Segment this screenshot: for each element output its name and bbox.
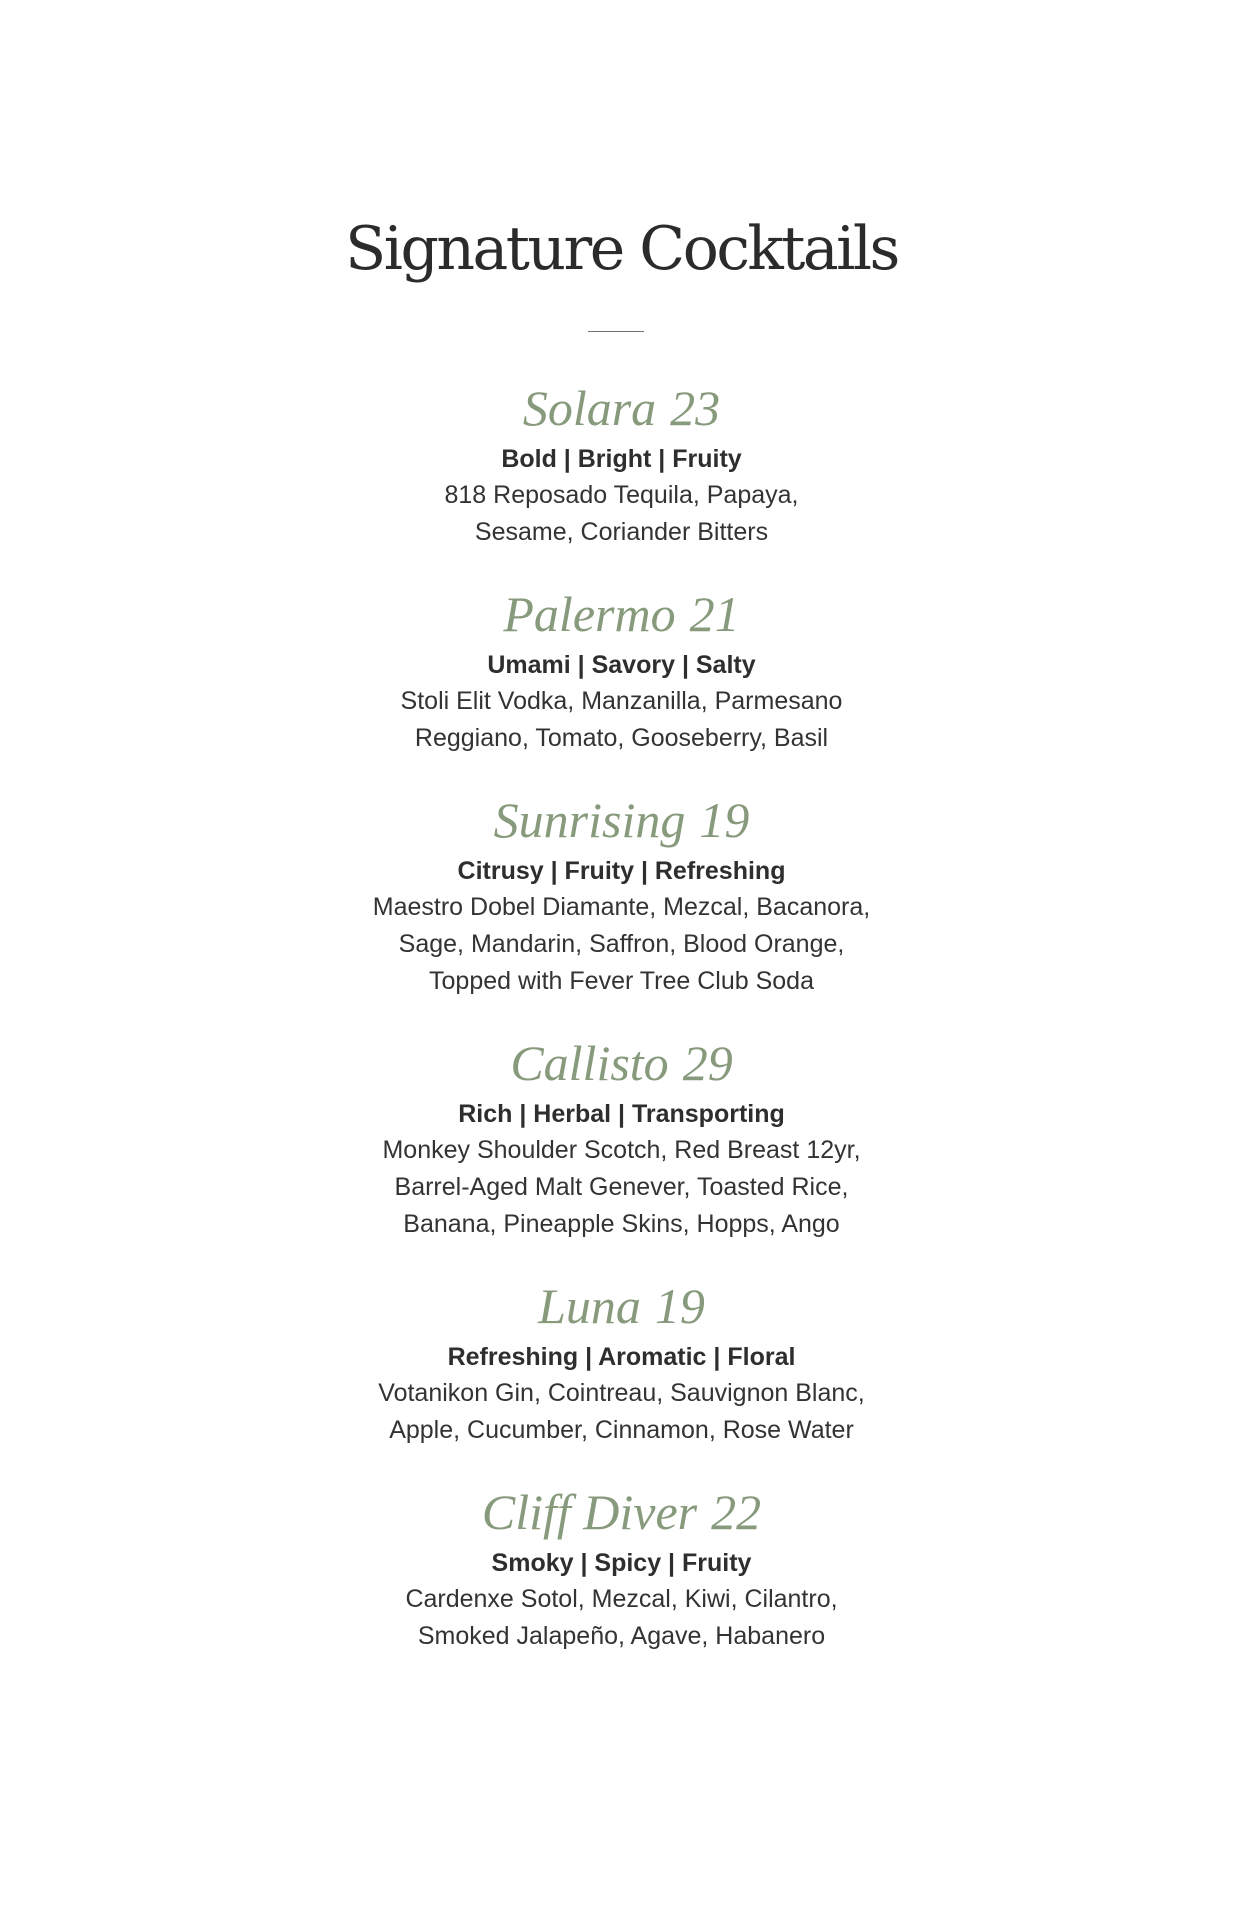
cocktail-price: 29	[682, 1035, 733, 1091]
cocktail-item	[0, 1482, 1243, 1655]
cocktail-notes: Refreshing | Aromatic | Floral	[447, 1343, 796, 1371]
cocktail-heading	[0, 790, 1243, 850]
cocktail-list	[0, 378, 1243, 1688]
ingredient-line: Barrel-Aged Malt Genever, Toasted Rice,	[394, 1173, 849, 1201]
cocktail-notes: Rich | Herbal | Transporting	[458, 1100, 785, 1128]
cocktail-heading	[0, 1276, 1243, 1336]
ingredient-line: Topped with Fever Tree Club Soda	[429, 967, 814, 995]
ingredient-line: Reggiano, Tomato, Gooseberry, Basil	[414, 724, 829, 752]
cocktail-heading	[0, 1033, 1243, 1093]
ingredient-line: Sesame, Coriander Bitters	[474, 518, 769, 546]
ingredient-line: Votanikon Gin, Cointreau, Sauvignon Blanc,	[378, 1379, 865, 1407]
cocktail-heading	[0, 584, 1243, 644]
cocktail-price: 21	[689, 586, 740, 642]
cocktail-name: Callisto	[510, 1035, 669, 1091]
cocktail-notes: Umami | Savory | Salty	[487, 651, 756, 679]
cocktail-ingredients	[0, 683, 1243, 757]
cocktail-price: 19	[699, 792, 750, 848]
cocktail-heading	[0, 1482, 1243, 1542]
ingredient-line: Sage, Mandarin, Saffron, Blood Orange,	[398, 930, 845, 958]
title-divider	[588, 331, 644, 332]
ingredient-line: Cardenxe Sotol, Mezcal, Kiwi, Cilantro,	[405, 1585, 838, 1613]
cocktail-name: Solara	[522, 380, 657, 436]
cocktail-price: 23	[670, 380, 721, 436]
cocktail-notes: Bold | Bright | Fruity	[501, 445, 742, 473]
cocktail-ingredients	[0, 1375, 1243, 1449]
cocktail-name: Palermo	[503, 586, 676, 642]
cocktail-price: 22	[711, 1484, 762, 1540]
cocktail-ingredients	[0, 477, 1243, 551]
ingredient-line: 818 Reposado Tequila, Papaya,	[444, 481, 799, 509]
ingredient-line: Banana, Pineapple Skins, Hopps, Ango	[403, 1210, 840, 1238]
cocktail-price: 19	[654, 1278, 705, 1334]
menu-title: Signature Cocktails	[345, 214, 898, 284]
cocktail-name: Cliff Diver	[481, 1484, 698, 1540]
cocktail-notes: Smoky | Spicy | Fruity	[491, 1549, 752, 1577]
ingredient-line: Stoli Elit Vodka, Manzanilla, Parmesano	[400, 687, 843, 715]
ingredient-line: Maestro Dobel Diamante, Mezcal, Bacanora,	[372, 893, 871, 921]
cocktail-name: Luna	[538, 1278, 641, 1334]
ingredient-line: Smoked Jalapeño, Agave, Habanero	[417, 1622, 826, 1650]
cocktail-item	[0, 378, 1243, 551]
cocktail-item	[0, 584, 1243, 757]
cocktail-name: Sunrising	[493, 792, 686, 848]
cocktail-item	[0, 1033, 1243, 1243]
cocktail-ingredients	[0, 1132, 1243, 1243]
cocktail-ingredients	[0, 1581, 1243, 1655]
cocktail-ingredients	[0, 889, 1243, 1000]
ingredient-line: Monkey Shoulder Scotch, Red Breast 12yr,	[382, 1136, 861, 1164]
cocktail-item	[0, 1276, 1243, 1449]
ingredient-line: Apple, Cucumber, Cinnamon, Rose Water	[389, 1416, 854, 1444]
cocktail-item	[0, 790, 1243, 1000]
cocktail-notes: Citrusy | Fruity | Refreshing	[457, 857, 786, 885]
cocktail-heading	[0, 378, 1243, 438]
